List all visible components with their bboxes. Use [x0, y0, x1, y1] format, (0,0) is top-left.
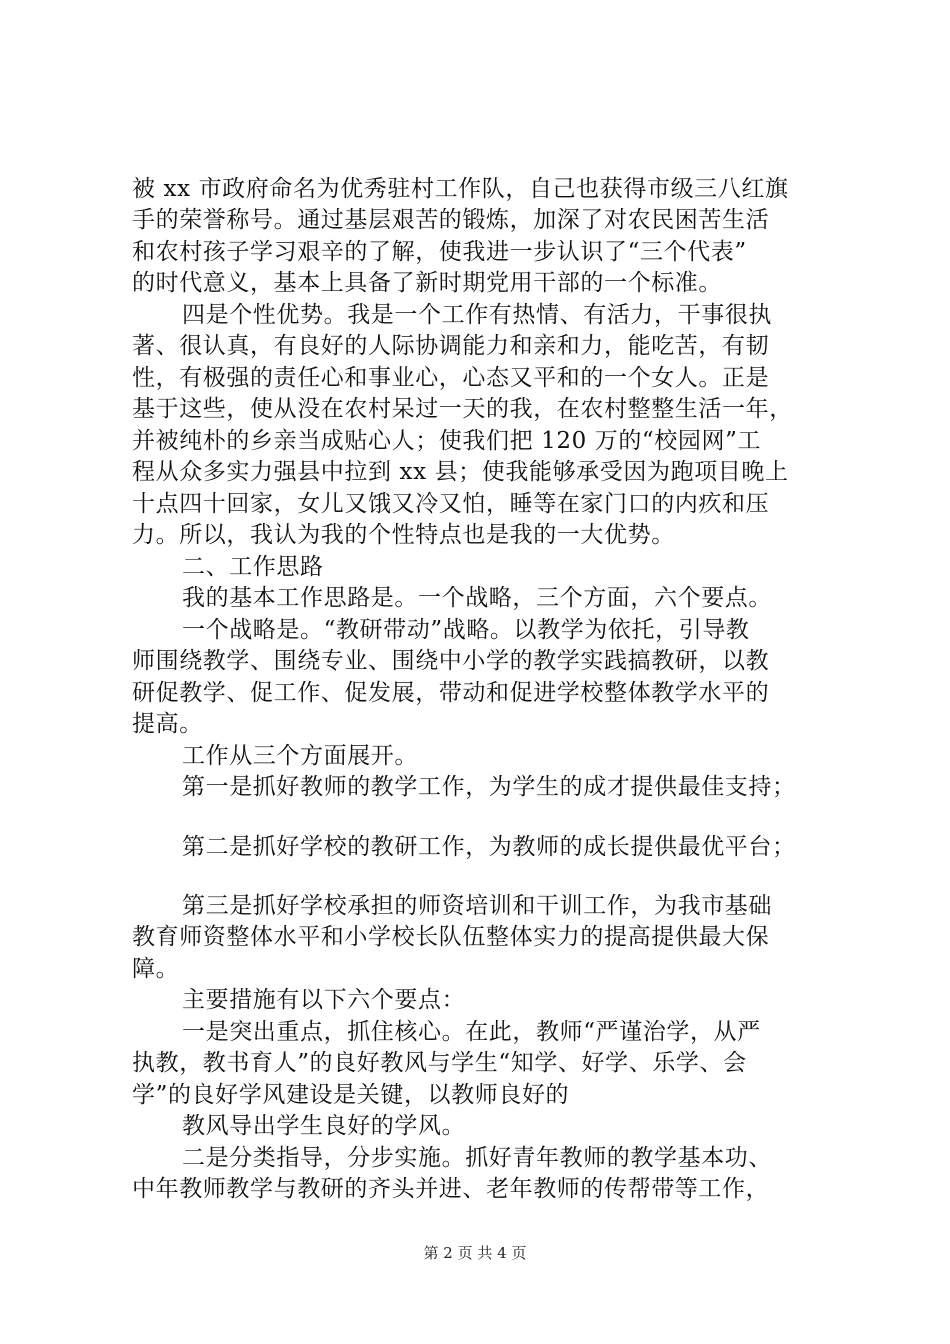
body-text-line: 主要措施有以下六个要点：	[182, 987, 466, 1013]
body-text-line: 十点四十回家，女儿又饿又冷又怕，睡等在家门口的内疚和压	[132, 491, 770, 517]
body-text-line: 程从众多实力强县中拉到 xx 县；使我能够承受因为跑项目晚上	[132, 459, 789, 485]
body-text-line: 和农村孩子学习艰辛的了解，使我进一步认识了“三个代表”	[132, 239, 747, 265]
body-text-line: 障。	[132, 956, 180, 982]
body-text-line: 第二是抓好学校的教研工作，为教师的成长提供最优平台；	[182, 834, 796, 860]
body-text-line: 我的基本工作思路是。一个战略，三个方面，六个要点。	[182, 585, 772, 611]
body-text-line: 一个战略是。“教研带动”战略。以教学为依托，引导教	[182, 617, 750, 643]
body-text-line: 性，有极强的责任心和事业心，心态又平和的一个女人。正是	[132, 365, 770, 391]
body-text-line: 基于这些，使从没在农村呆过一天的我，在农村整整生活一年，	[132, 396, 793, 422]
body-text-line: 中年教师教学与教研的齐头并进、老年教师的传帮带等工作，	[132, 1176, 770, 1202]
body-text-line: 第一是抓好教师的教学工作，为学生的成才提供最佳支持；	[182, 774, 796, 800]
body-text-line: 著、很认真，有良好的人际协调能力和亲和力，能吃苦，有韧	[132, 333, 770, 359]
section-heading: 二、工作思路	[182, 554, 324, 580]
body-text-line: 并被纯朴的乡亲当成贴心人；使我们把 120 万的“校园网”工	[132, 428, 762, 454]
body-text-line: 力。所以，我认为我的个性特点也是我的一大优势。	[132, 522, 675, 548]
body-text-line: 二是分类指导，分步实施。抓好青年教师的教学基本功、	[182, 1145, 772, 1171]
body-text-line: 师围绕教学、围绕专业、围绕中小学的教学实践搞教研，以教	[132, 648, 770, 674]
body-text-line: 四是个性优势。我是一个工作有热情、有活力，干事很执	[182, 302, 772, 328]
body-text-line: 教育师资整体水平和小学校长队伍整体实力的提高提供最大保	[132, 924, 770, 950]
body-text-line: 工作从三个方面展开。	[182, 743, 418, 769]
body-text-line: 被 xx 市政府命名为优秀驻村工作队，自己也获得市级三八红旗	[132, 176, 789, 202]
body-text-line: 一是突出重点，抓住核心。在此，教师“严谨治学，从严	[182, 1019, 761, 1045]
page-number-footer: 第 2 页 共 4 页	[423, 1244, 527, 1262]
body-text-line: 学”的良好学风建设是关键，以教师良好的	[132, 1082, 570, 1108]
body-text-line: 手的荣誉称号。通过基层艰苦的锻炼，加深了对农民困苦生活	[132, 207, 770, 233]
body-text-line: 研促教学、促工作、促发展，带动和促进学校整体教学水平的	[132, 680, 770, 706]
body-text-line: 教风导出学生良好的学风。	[182, 1113, 466, 1139]
body-text-line: 执教，教书育人”的良好教风与学生“知学、好学、乐学、会	[132, 1050, 747, 1076]
body-text-line: 提高。	[132, 711, 203, 737]
body-text-line: 的时代意义，基本上具备了新时期党用干部的一个标准。	[132, 270, 722, 296]
body-text-line: 第三是抓好学校承担的师资培训和干训工作，为我市基础	[182, 893, 772, 919]
